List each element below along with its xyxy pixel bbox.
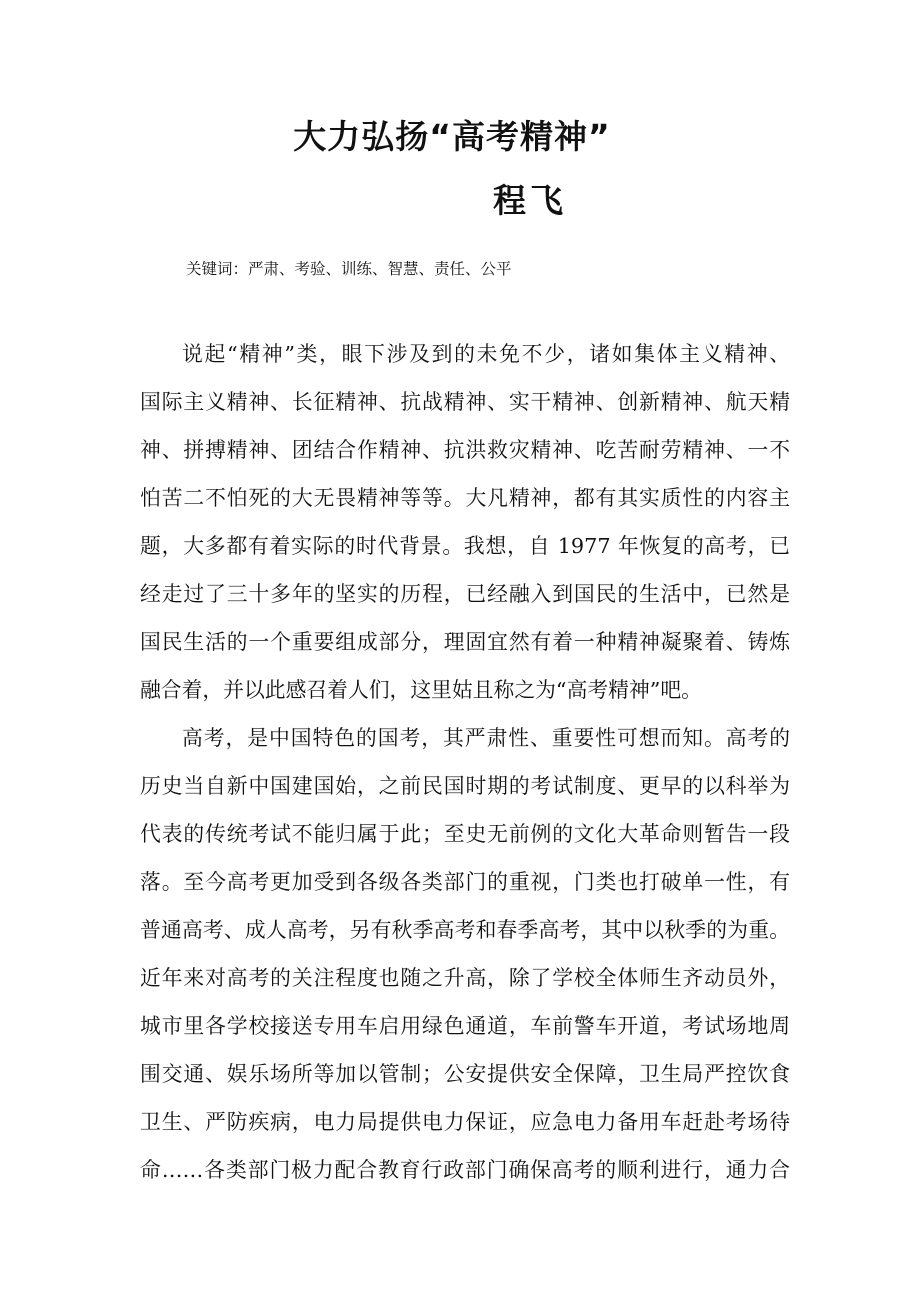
article-body — [140, 330, 790, 1194]
text-line: 命……各类部门极力配合教育行政部门确保高考的顺利进行，通力合 — [140, 1158, 790, 1182]
keywords-line: 关键词：严肃、考验、训练、智慧、责任、公平 — [186, 260, 512, 278]
text-line: 经走过了三十多年的坚实的历程，已经融入到国民的生活中，已然是 — [140, 582, 790, 606]
text-line: 城市里各学校接送专用车启用绿色通道，车前警车开道，考试场地周 — [140, 1014, 790, 1038]
text-line: 围交通、娱乐场所等加以管制；公安提供安全保障，卫生局严控饮食 — [140, 1062, 790, 1086]
text-line: 神、拼搏精神、团结合作精神、抗洪救灾精神、吃苦耐劳精神、一不 — [140, 438, 790, 462]
text-line: 融合着，并以此感召着人们，这里姑且称之为“高考精神”吧。 — [140, 678, 702, 702]
article-title: 大力弘扬“高考精神” — [293, 117, 611, 156]
text-line: 国际主义精神、长征精神、抗战精神、实干精神、创新精神、航天精 — [140, 390, 790, 414]
text-line: 历史当自新中国建国始，之前民国时期的考试制度、更早的以科举为 — [140, 774, 790, 798]
text-line: 落。至今高考更加受到各级各类部门的重视，门类也打破单一性，有 — [140, 870, 790, 894]
text-line: 高考，是中国特色的国考，其严肃性、重要性可想而知。高考的 — [182, 726, 790, 750]
text-line: 说起“精神”类，眼下涉及到的未免不少，诸如集体主义精神、 — [182, 342, 790, 366]
text-line: 卫生、严防疾病，电力局提供电力保证，应急电力备用车赶赴考场待 — [140, 1110, 790, 1134]
text-line: 怕苦二不怕死的大无畏精神等等。大凡精神，都有其实质性的内容主 — [140, 486, 790, 510]
author-name: 程飞 — [493, 181, 567, 220]
text-line: 题，大多都有着实际的时代背景。我想，自 1977 年恢复的高考，已 — [140, 534, 790, 558]
text-line: 国民生活的一个重要组成部分，理固宜然有着一种精神凝聚着、铸炼 — [140, 630, 790, 654]
paragraph — [140, 714, 790, 1194]
text-line: 近年来对高考的关注程度也随之升高，除了学校全体师生齐动员外， — [140, 966, 790, 990]
paragraph — [140, 330, 790, 714]
text-line: 代表的传统考试不能归属于此；至史无前例的文化大革命则暂告一段 — [140, 822, 790, 846]
text-line: 普通高考、成人高考，另有秋季高考和春季高考，其中以秋季的为重。 — [140, 918, 790, 942]
